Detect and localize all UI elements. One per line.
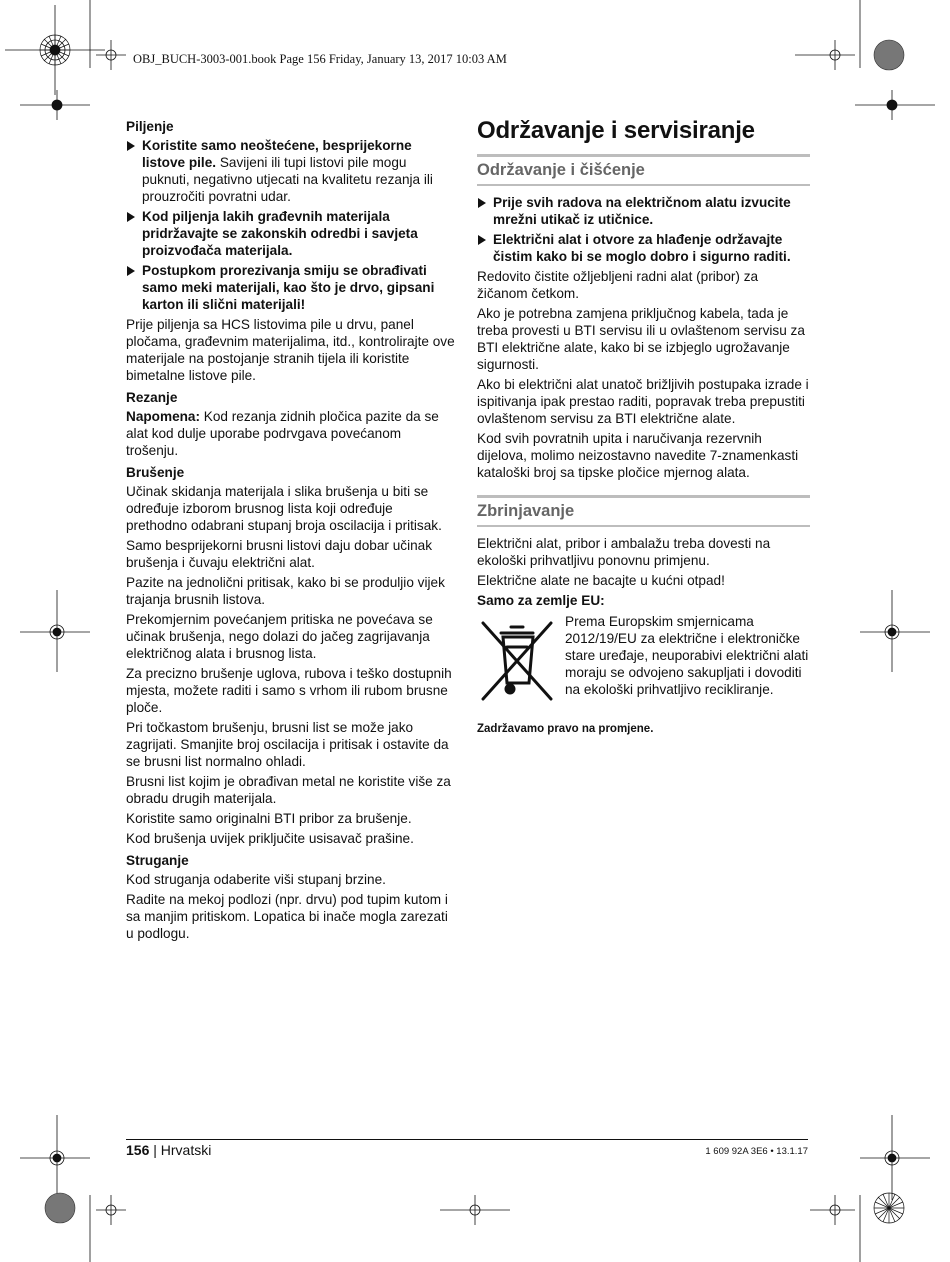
paragraph: Kod brušenja uvijek priključite usisavač prašine.: [126, 831, 414, 846]
book-header: OBJ_BUCH-3003-001.book Page 156 Friday, January 13, 2017 10:03 AM: [133, 52, 507, 66]
right-column: [477, 116, 810, 738]
note-paragraph: [126, 408, 456, 459]
paragraph: Električni alat, pribor i ambalažu treba dovesti na ekološki prihvatljivu ponovnu primjenu.: [477, 536, 771, 568]
paragraph: Učinak skidanja materijala i slika brušenja u biti se određuje izborom brusnog lista koji određuje prethodno odabrani stupanj broja oscilacija i pritisak.: [126, 484, 442, 533]
section-heading-zbrinjavanje: Zbrinjavanje: [477, 495, 810, 527]
disclaimer: Zadržavamo pravo na promjene.: [477, 723, 654, 735]
section-heading-odrzavanje: Održavanje i čišćenje: [477, 154, 810, 186]
footer-rule: [126, 1139, 808, 1140]
paragraph: Ako je potrebna zamjena priključnog kabela, tada je treba provesti u BTI servisu ili u ovlaštenom servisu za BTI električne alate, kako bi se izbjeglo ugrožavanje sigurnosti.: [477, 306, 805, 372]
paragraph: Brusni list kojim je obrađivan metal ne koristite više za obradu drugih materijala.: [126, 774, 451, 806]
paragraph: Za precizno brušenje uglova, rubova i teško dostupnih mjesta, možete raditi i samo s vrhom ili rubom brusne ploče.: [126, 666, 452, 715]
bullet-bold-text: Koristite samo neoštećene, besprijekorne listove pile.: [142, 138, 412, 170]
bullet-bold-text: Kod piljenja lakih građevnih materijala pridržavajte se zakonskih odredbi i savjeta proizvođača materijala.: [142, 209, 418, 258]
section-title-rezanje: Rezanje: [126, 390, 178, 405]
footer-page-info: [126, 1142, 211, 1158]
paragraph: Pri točkastom brušenju, brusni list se može jako zagrijati. Smanjite broj oscilacija i pritisak i ostavite da se brusni list normalno ohladi.: [126, 720, 449, 769]
paragraph: Prije piljenja sa HCS listovima pile u drvu, panel pločama, građevnim materijalima, itd., kontrolirajte ove materijale na postojanje stranih tijela ili koristite bimetalne listove pile.: [126, 317, 455, 383]
triangle-bullet-icon: [478, 235, 486, 245]
triangle-bullet-icon: [478, 198, 486, 208]
bullet-bold-text: Električni alat i otvore za hlađenje održavajte čistim kako bi se moglo dobro i sigurno raditi.: [493, 232, 791, 264]
triangle-bullet-icon: [127, 212, 135, 222]
triangle-bullet-icon: [127, 266, 135, 276]
paragraph: Redovito čistite ožljebljeni radni alat (pribor) za žičanom četkom.: [477, 269, 759, 301]
bullet-bold-text: Prije svih radova na električnom alatu izvucite mrežni utikač iz utičnice.: [493, 195, 791, 227]
paragraph: Električne alate ne bacajte u kućni otpad!: [477, 573, 725, 588]
paragraph: Ako bi električni alat unatoč brižljivih postupaka izrade i ispitivanja ipak prestao raditi, popravak treba prepustiti ovlaštenom servisu za BTI električne alate.: [477, 377, 809, 426]
footer-language: Hrvatski: [160, 1142, 212, 1158]
note-label: Napomena:: [126, 409, 201, 424]
bullet-item: [126, 262, 456, 313]
bullet-item: [477, 194, 810, 228]
paragraph: Kod struganja odaberite viši stupanj brzine.: [126, 872, 386, 887]
note-text: Kod rezanja zidnih pločica pazite da se alat kod dulje uporabe podrvgava povećanom trošenju.: [126, 409, 439, 458]
section-title-piljenje: Piljenje: [126, 119, 174, 134]
crossed-out-wheelie-bin-icon: [477, 617, 557, 705]
paragraph: Pazite na jednolični pritisak, kako bi se produljio vijek trajanja brusnih listova.: [126, 575, 445, 607]
page-number: 156: [126, 1142, 150, 1158]
bullet-item: [126, 208, 456, 259]
paragraph: Prekomjernim povećanjem pritiska ne povećava se učinak brušenja, nego dolazi do jačeg zagrijavanja električnog alata i brusnog lista.: [126, 612, 433, 661]
triangle-bullet-icon: [127, 141, 135, 151]
section-title-brusenje: Brušenje: [126, 465, 185, 480]
paragraph: Radite na mekoj podlozi (npr. drvu) pod tupim kutom i sa manjim pritiskom. Lopatica bi inače mogla zarezati u podlogu.: [126, 892, 448, 941]
bullet-bold-text: Postupkom prorezivanja smiju se obrađivati samo meki materijali, kao što je drvo, gipsani karton ili slični materijali!: [142, 263, 435, 312]
section-title-struganje: Struganje: [126, 853, 189, 868]
eu-directive-text: Prema Europskim smjernicama 2012/19/EU za električne i elektroničke stare uređaje, neuporabivi električni alati moraju se odvojeno sakupljati i dovoditi na ekološki prihvatljivo recikliranje.: [565, 614, 809, 697]
bullet-text: Savijeni ili tupi listovi pile mogu puknuti, negativno utjecati na kvalitetu rezanja ili prouzročiti povratni udar.: [142, 155, 433, 204]
paragraph: Kod svih povratnih upita i naručivanja rezervnih dijelova, molimo neizostavno navedite 7-znamenkasti kataloški broj sa tipske pločice mjernog alata.: [477, 431, 799, 480]
paragraph: Samo besprijekorni brusni listovi daju dobar učinak brušenja i čuvaju električni alat.: [126, 538, 433, 570]
paragraph: Koristite samo originalni BTI pribor za brušenje.: [126, 811, 412, 826]
left-column: [126, 118, 456, 945]
footer-separator: |: [149, 1142, 161, 1158]
bullet-item: [477, 231, 810, 265]
bullet-item: [126, 137, 456, 205]
eu-disposal-block: [477, 613, 810, 713]
footer-code: 1 609 92A 3E6 • 13.1.17: [705, 1146, 808, 1157]
chapter-title: Održavanje i servisiranje: [477, 117, 755, 144]
eu-label: Samo za zemlje EU:: [477, 593, 605, 608]
